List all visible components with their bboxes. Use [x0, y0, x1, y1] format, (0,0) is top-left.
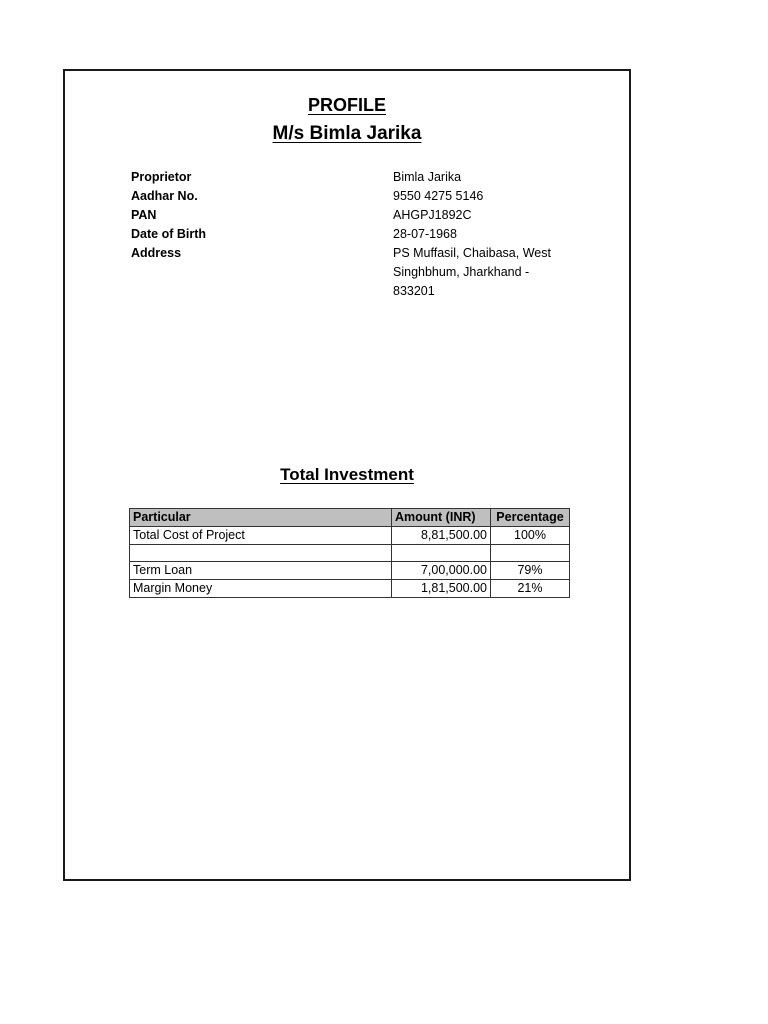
cell-amount: [392, 545, 491, 562]
cell-particular: [130, 545, 392, 562]
table-row: [130, 527, 570, 545]
table-row: [130, 580, 570, 598]
profile-row-proprietor: [131, 168, 551, 187]
profile-label: Proprietor: [131, 170, 192, 184]
profile-value: 28-07-1968: [393, 227, 457, 241]
profile-value: Bimla Jarika: [393, 170, 462, 184]
column-header-amount: Amount (INR): [392, 509, 491, 527]
cell-percentage: 21%: [491, 580, 570, 598]
table-header-row: [130, 509, 570, 527]
profile-row-pan: [131, 206, 551, 225]
profile-label: Address: [131, 246, 182, 260]
cell-percentage: 79%: [491, 562, 570, 580]
page-title: PROFILE: [307, 95, 386, 115]
cell-particular: Margin Money: [130, 580, 392, 598]
column-header-percentage: Percentage: [491, 509, 570, 527]
profile-details: [131, 168, 551, 301]
profile-value: 9550 4275 5146: [393, 189, 484, 203]
cell-particular: Total Cost of Project: [130, 527, 392, 545]
profile-label: PAN: [131, 208, 157, 222]
cell-amount: 7,00,000.00: [392, 562, 491, 580]
cell-amount: 8,81,500.00: [392, 527, 491, 545]
table-row: [130, 545, 570, 562]
cell-percentage: [491, 545, 570, 562]
investment-title: Total Investment: [280, 465, 414, 484]
column-header-particular: Particular: [130, 509, 392, 527]
document-page: [63, 69, 631, 881]
profile-value: AHGPJ1892C: [393, 208, 472, 222]
profile-label: Date of Birth: [131, 227, 206, 241]
profile-row-address: [131, 244, 551, 301]
cell-percentage: 100%: [491, 527, 570, 545]
cell-amount: 1,81,500.00: [392, 580, 491, 598]
firm-name: M/s Bimla Jarika: [272, 123, 422, 144]
profile-value: PS Muffasil, Chaibasa, West Singhbhum, Jharkhand - 833201: [393, 246, 551, 298]
table-row: [130, 562, 570, 580]
profile-label: Aadhar No.: [131, 189, 198, 203]
profile-row-dob: [131, 225, 551, 244]
profile-row-aadhar: [131, 187, 551, 206]
investment-table: [129, 508, 570, 598]
cell-particular: Term Loan: [130, 562, 392, 580]
